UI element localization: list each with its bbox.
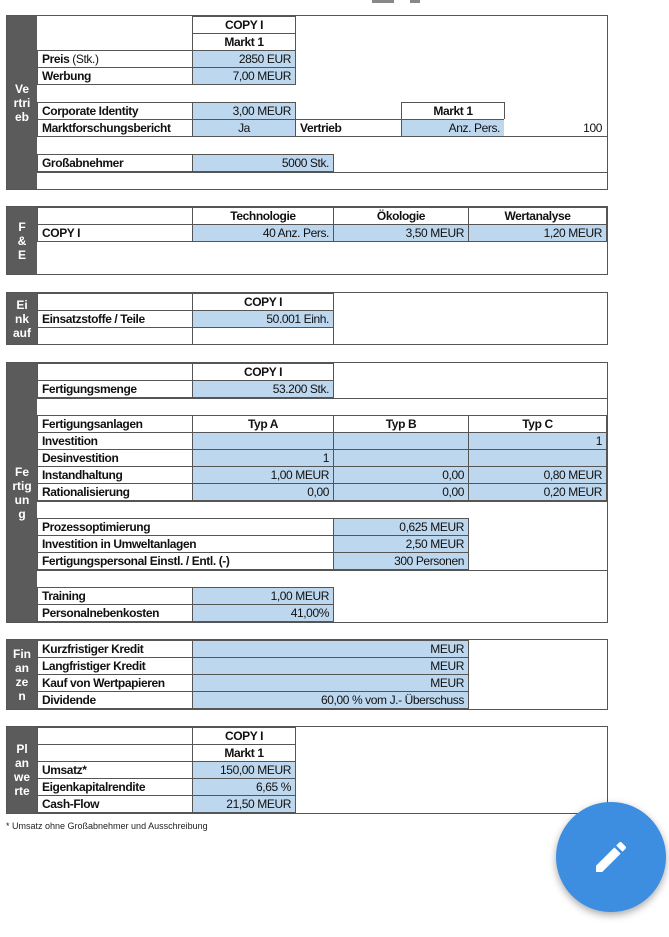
instandhaltung-typ-a[interactable]: 1,00 MEUR bbox=[192, 466, 334, 484]
fe-wertanalyse-value[interactable]: 1,20 MEUR bbox=[468, 224, 607, 242]
cash-flow-value: 21,50 MEUR bbox=[192, 795, 296, 813]
werbung-label: Werbung bbox=[37, 67, 193, 85]
fertigung-header-blank bbox=[37, 363, 193, 381]
werbung-value[interactable]: 7,00 MEUR bbox=[192, 67, 296, 85]
sidebar-label-fe: F & E bbox=[7, 207, 37, 274]
top-divider-right bbox=[410, 0, 420, 3]
ci-value[interactable]: 3,00 MEUR bbox=[192, 102, 296, 120]
desinvestition-typ-b[interactable] bbox=[333, 449, 469, 467]
anz-pers-value[interactable]: 100 bbox=[504, 119, 607, 137]
preis-value[interactable]: 2850 EUR bbox=[192, 50, 296, 68]
section-fertigung bbox=[6, 362, 608, 623]
umweltanlagen-value[interactable]: 2,50 MEUR bbox=[333, 535, 469, 553]
anz-pers-label: Anz. Pers. bbox=[401, 119, 505, 137]
eigenkapitalrendite-value: 6,65 % bbox=[192, 778, 296, 796]
planwerte-markt-header: Markt 1 bbox=[192, 744, 296, 762]
fertigungsmenge-value[interactable]: 53.200 Stk. bbox=[192, 380, 334, 398]
mf-label: Marktforschungsbericht bbox=[37, 119, 193, 137]
fe-header-blank bbox=[37, 207, 193, 225]
markt1-right-header: Markt 1 bbox=[401, 102, 505, 120]
einkauf-empty-right bbox=[192, 327, 334, 345]
eigenkapitalrendite-label: Eigenkapitalrendite bbox=[37, 778, 193, 796]
dividende-label: Dividende bbox=[37, 691, 193, 709]
footnote: * Umsatz ohne Großabnehmer und Ausschreibung bbox=[6, 821, 208, 831]
fe-oekologie-value[interactable]: 3,50 MEUR bbox=[333, 224, 469, 242]
rationalisierung-label: Rationalisierung bbox=[37, 483, 193, 501]
typ-b-header: Typ B bbox=[333, 415, 469, 433]
sidebar-label-finanzen: Fin an ze n bbox=[7, 640, 37, 709]
sidebar-label-vertrieb: Ve rtri eb bbox=[7, 16, 37, 189]
investition-typ-b[interactable] bbox=[333, 432, 469, 450]
copy-header: COPY I bbox=[192, 16, 296, 34]
ci-label: Corporate Identity bbox=[37, 102, 193, 120]
investition-typ-a[interactable] bbox=[192, 432, 334, 450]
sidebar-label-fertigung: Fe rtig un g bbox=[7, 363, 37, 622]
typ-a-header: Typ A bbox=[192, 415, 334, 433]
desinvestition-label: Desinvestition bbox=[37, 449, 193, 467]
section-finanzen bbox=[6, 639, 608, 710]
fertigung-divider-3 bbox=[37, 570, 607, 571]
fertigungsmenge-label: Fertigungsmenge bbox=[37, 380, 193, 398]
fe-header-technologie: Technologie bbox=[192, 207, 334, 225]
rationalisierung-typ-c[interactable]: 0,20 MEUR bbox=[468, 483, 607, 501]
training-label: Training bbox=[37, 587, 193, 605]
rationalisierung-typ-b[interactable]: 0,00 bbox=[333, 483, 469, 501]
fertigung-divider-1 bbox=[37, 398, 607, 399]
umsatz-value: 150,00 MEUR bbox=[192, 761, 296, 779]
fertigungspersonal-value[interactable]: 300 Personen bbox=[333, 552, 469, 570]
dividende-value[interactable]: 60,00 % vom J.- Überschuss bbox=[192, 691, 469, 709]
vertrieb-bottom-divider bbox=[37, 172, 607, 173]
typ-c-header: Typ C bbox=[468, 415, 607, 433]
prozessoptimierung-label: Prozessoptimierung bbox=[37, 518, 334, 536]
prozessoptimierung-value[interactable]: 0,625 MEUR bbox=[333, 518, 469, 536]
langfristiger-kredit-value[interactable]: MEUR bbox=[192, 657, 469, 675]
personalnebenkosten-label: Personalnebenkosten bbox=[37, 604, 193, 622]
wertpapiere-value[interactable]: MEUR bbox=[192, 674, 469, 692]
umweltanlagen-label: Investition in Umweltanlagen bbox=[37, 535, 334, 553]
einsatzstoffe-value[interactable]: 50.001 Einh. bbox=[192, 310, 334, 328]
umsatz-label: Umsatz* bbox=[37, 761, 193, 779]
pencil-icon bbox=[591, 837, 631, 877]
fe-row-label: COPY I bbox=[37, 224, 193, 242]
vertrieb-label: Vertrieb bbox=[295, 119, 402, 137]
sidebar-label-einkauf: Ei nk auf bbox=[7, 293, 37, 344]
fe-header-oekologie: Ökologie bbox=[333, 207, 469, 225]
planwerte-header-blank-2 bbox=[37, 744, 193, 762]
cash-flow-label: Cash-Flow bbox=[37, 795, 193, 813]
einkauf-empty-left bbox=[37, 327, 193, 345]
einkauf-copy-header: COPY I bbox=[192, 293, 334, 311]
preis-unit: (Stk.) bbox=[69, 52, 99, 66]
instandhaltung-typ-b[interactable]: 0,00 bbox=[333, 466, 469, 484]
markt-header: Markt 1 bbox=[192, 33, 296, 51]
planwerte-copy-header: COPY I bbox=[192, 727, 296, 745]
sidebar-label-planwerte: Pl an we rte bbox=[7, 727, 37, 813]
rationalisierung-typ-a[interactable]: 0,00 bbox=[192, 483, 334, 501]
instandhaltung-label: Instandhaltung bbox=[37, 466, 193, 484]
mf-value[interactable]: Ja bbox=[192, 119, 296, 137]
preis-label bbox=[37, 50, 193, 68]
investition-label: Investition bbox=[37, 432, 193, 450]
vertrieb-divider bbox=[37, 136, 607, 137]
section-vertrieb bbox=[6, 15, 608, 190]
fertigungspersonal-label: Fertigungspersonal Einstl. / Entl. (-) bbox=[37, 552, 334, 570]
einsatzstoffe-label: Einsatzstoffe / Teile bbox=[37, 310, 193, 328]
instandhaltung-typ-c[interactable]: 0,80 MEUR bbox=[468, 466, 607, 484]
anlagen-label: Fertigungsanlagen bbox=[37, 415, 193, 433]
fertigung-copy-header: COPY I bbox=[192, 363, 334, 381]
fe-header-wertanalyse: Wertanalyse bbox=[468, 207, 607, 225]
desinvestition-typ-c[interactable] bbox=[468, 449, 607, 467]
kurzfristiger-kredit-value[interactable]: MEUR bbox=[192, 640, 469, 658]
planwerte-header-blank bbox=[37, 727, 193, 745]
gross-value[interactable]: 5000 Stk. bbox=[192, 154, 334, 172]
section-fe bbox=[6, 206, 608, 275]
einkauf-header-blank bbox=[37, 293, 193, 311]
personalnebenkosten-value[interactable]: 41,00% bbox=[192, 604, 334, 622]
langfristiger-kredit-label: Langfristiger Kredit bbox=[37, 657, 193, 675]
section-einkauf bbox=[6, 292, 608, 345]
desinvestition-typ-a[interactable]: 1 bbox=[192, 449, 334, 467]
kurzfristiger-kredit-label: Kurzfristiger Kredit bbox=[37, 640, 193, 658]
gross-label: Großabnehmer bbox=[37, 154, 193, 172]
wertpapiere-label: Kauf von Wertpapieren bbox=[37, 674, 193, 692]
top-divider-left bbox=[372, 0, 394, 3]
training-value[interactable]: 1,00 MEUR bbox=[192, 587, 334, 605]
investition-typ-c[interactable]: 1 bbox=[468, 432, 607, 450]
preis-label-text: Preis bbox=[42, 52, 70, 66]
section-planwerte bbox=[6, 726, 608, 814]
edit-fab-button[interactable] bbox=[556, 802, 666, 912]
fe-technologie-value[interactable]: 40 Anz. Pers. bbox=[192, 224, 334, 242]
fertigung-divider-2 bbox=[37, 501, 607, 502]
